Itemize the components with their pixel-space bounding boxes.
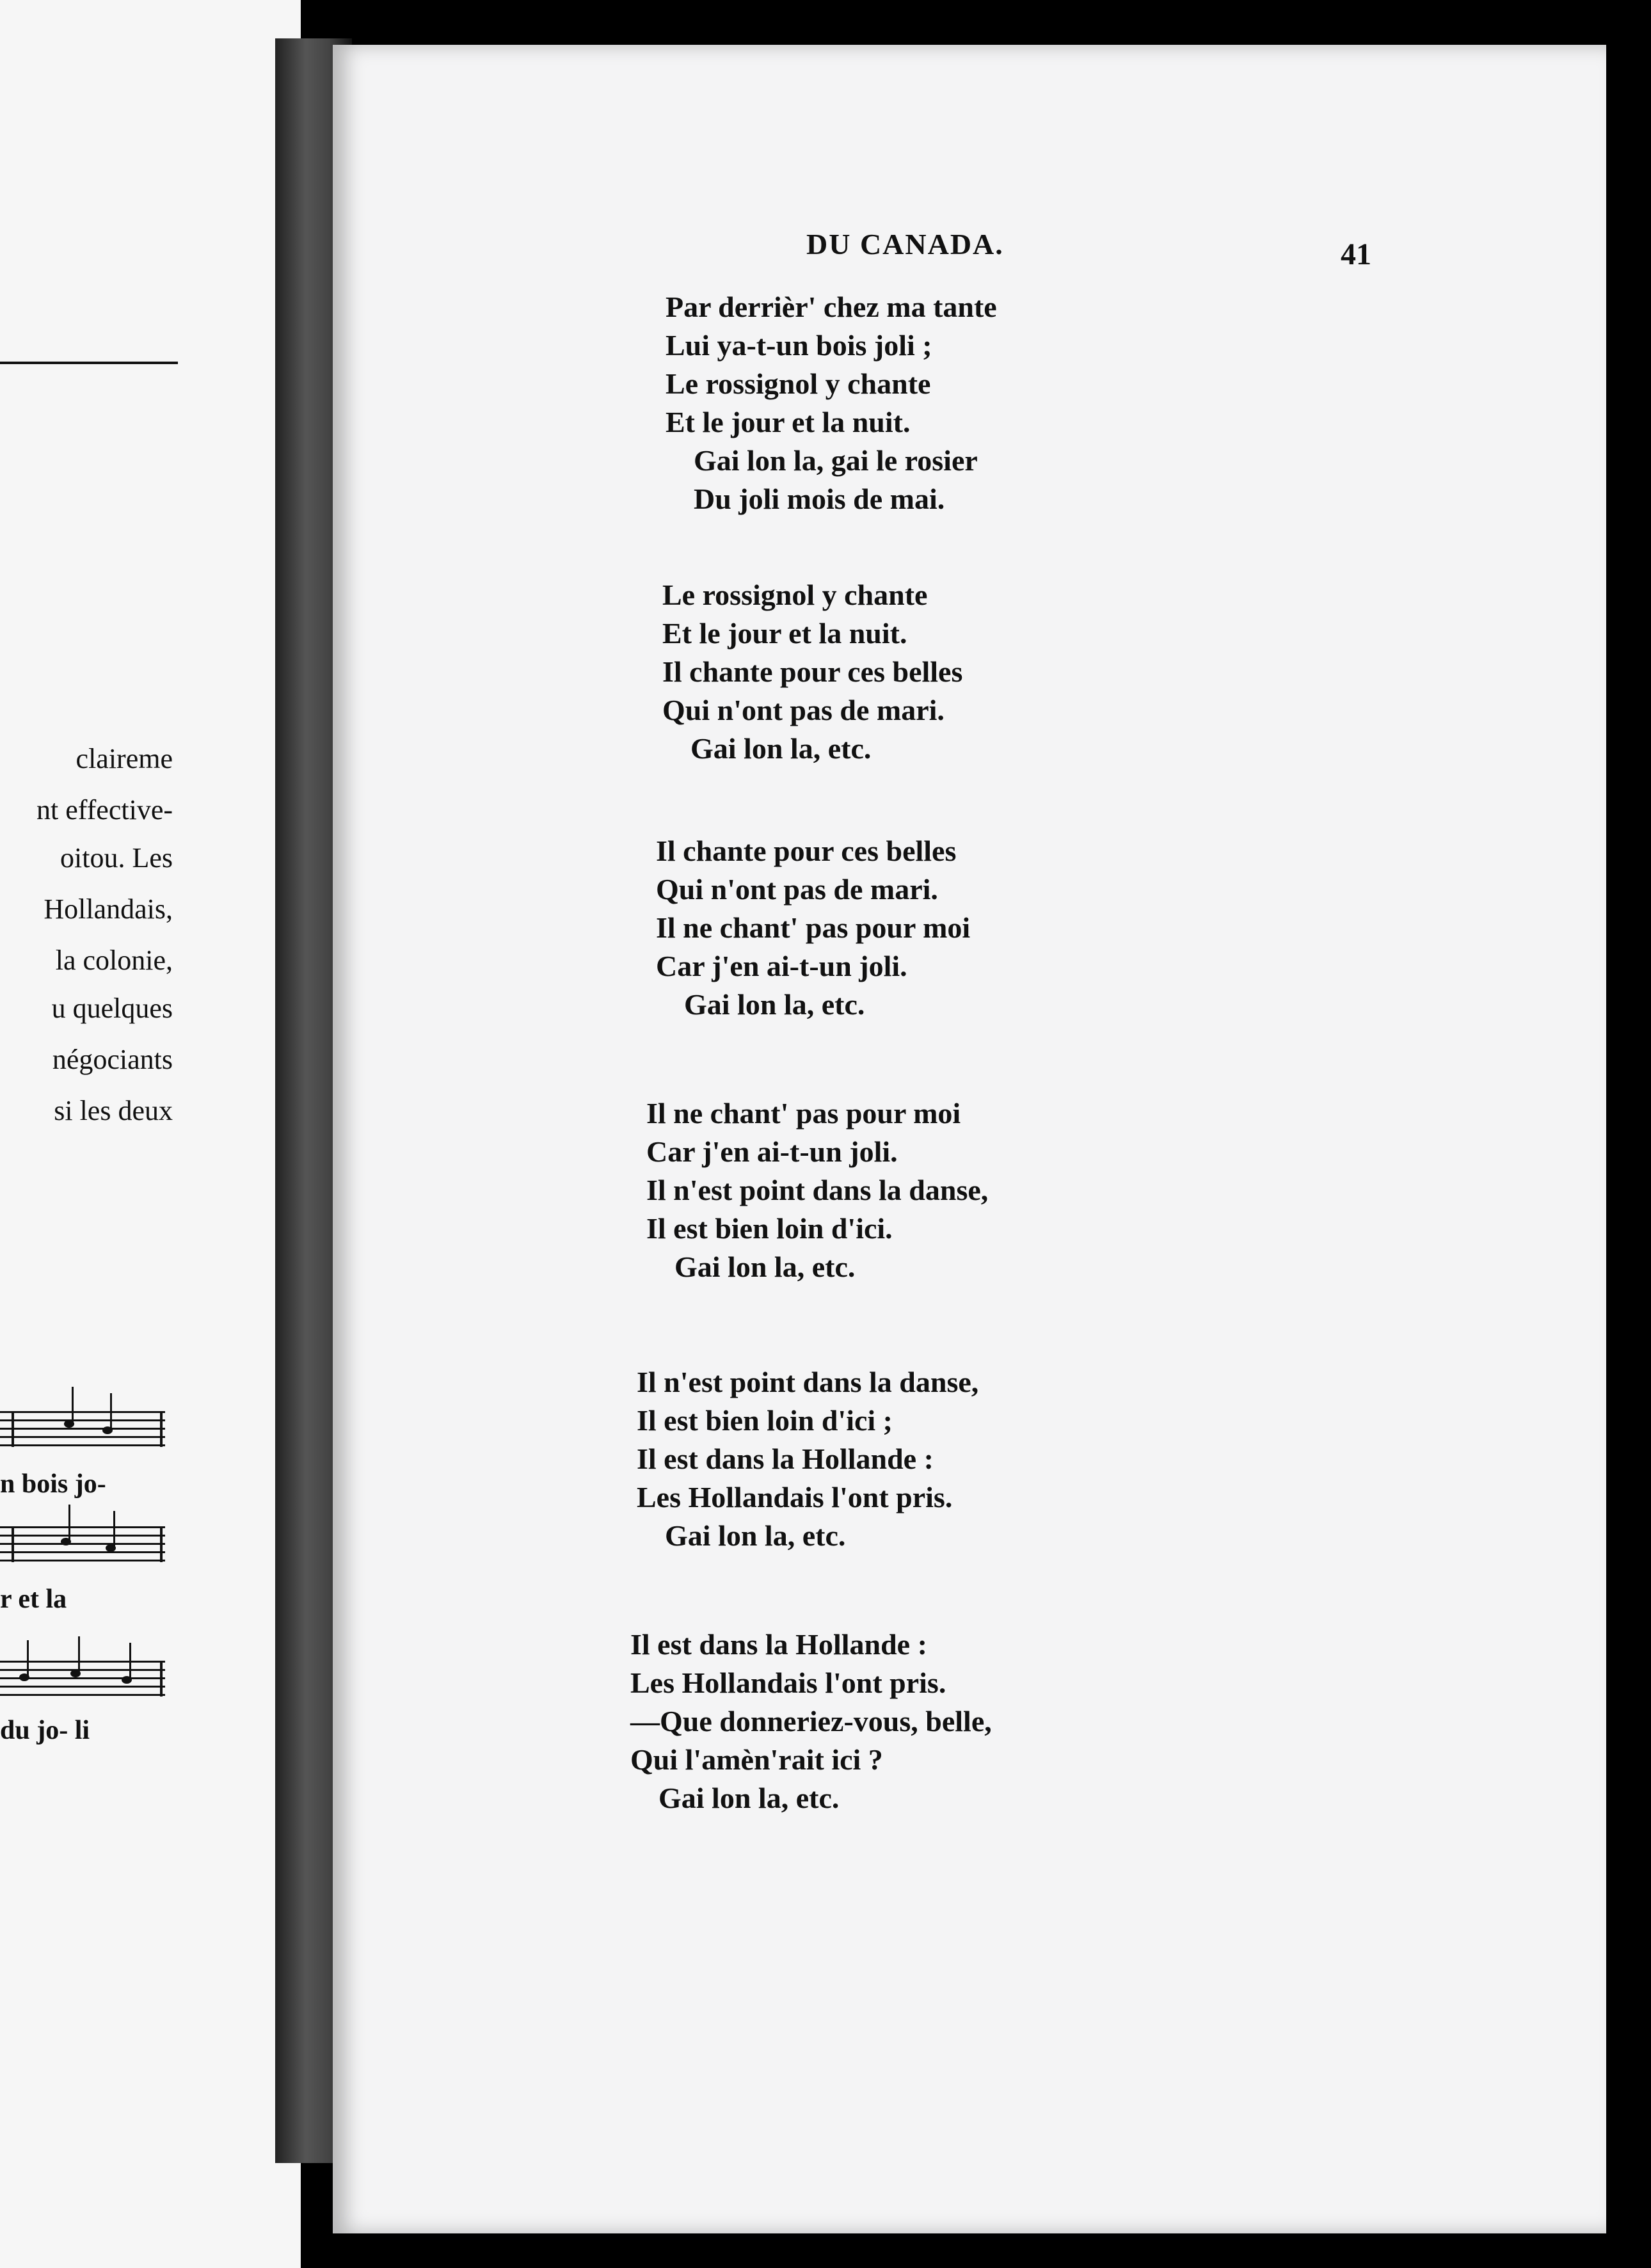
left-text-line: claireme: [76, 743, 173, 774]
refrain-line: Du joli mois de mai.: [694, 483, 945, 515]
music-lyric: r et la: [0, 1585, 67, 1614]
refrain-line: Gai lon la, etc.: [690, 732, 872, 765]
stanza-3: [656, 832, 970, 1024]
refrain-line: Gai lon la, etc.: [658, 1782, 840, 1814]
left-text-line: Hollandais,: [44, 893, 173, 925]
left-page: [0, 0, 301, 2268]
stanza-1: [666, 288, 997, 518]
page-number: 41: [1341, 237, 1371, 271]
stanza-5: [637, 1363, 978, 1555]
verse-line: Le rossignol y chante: [666, 367, 931, 400]
verse-line: Il n'est point dans la danse,: [637, 1366, 979, 1398]
refrain-line: Gai lon la, etc.: [684, 988, 865, 1021]
refrain-line: Gai lon la, etc.: [674, 1250, 856, 1283]
verse-line: Qui n'ont pas de mari.: [656, 873, 938, 906]
verse-line: Lui ya-t-un bois joli ;: [666, 329, 932, 362]
verse-line: Car j'en ai-t-un joli.: [656, 950, 907, 982]
verse-line: Il n'est point dans la danse,: [646, 1174, 989, 1206]
stanza-2: [662, 576, 962, 768]
verse-line: Il ne chant' pas pour moi: [656, 911, 971, 944]
verse-line: Par derrièr' chez ma tante: [666, 291, 997, 323]
left-text-line: la colonie,: [55, 945, 173, 976]
verse-line: Qui l'amèn'rait ici ?: [630, 1743, 883, 1776]
music-lyric: du jo- li: [0, 1716, 90, 1745]
left-page-rule: [0, 362, 178, 364]
verse-line: Qui n'ont pas de mari.: [662, 694, 945, 726]
verse-line: Le rossignol y chante: [662, 579, 928, 611]
left-text-line: oitou. Les: [60, 842, 173, 874]
verse-line: Et le jour et la nuit.: [666, 406, 911, 438]
refrain-line: Gai lon la, gai le rosier: [694, 444, 978, 477]
verse-line: Car j'en ai-t-un joli.: [646, 1135, 898, 1168]
left-text-line: u quelques: [51, 993, 173, 1024]
verse-line: Et le jour et la nuit.: [662, 617, 907, 650]
left-text-line: si les deux: [54, 1095, 173, 1126]
music-staff: [0, 1654, 165, 1698]
verse-line: —Que donneriez-vous, belle,: [630, 1705, 992, 1737]
verse-line: Les Hollandais l'ont pris.: [630, 1666, 946, 1699]
verse-line: Il chante pour ces belles: [656, 835, 957, 867]
verse-line: Il est bien loin d'ici.: [646, 1212, 893, 1245]
music-staff: [0, 1405, 165, 1448]
music-staff: [0, 1520, 165, 1563]
music-lyric: n bois jo-: [0, 1469, 106, 1499]
verse-line: Les Hollandais l'ont pris.: [637, 1481, 953, 1513]
refrain-line: Gai lon la, etc.: [665, 1519, 846, 1552]
left-text-line: nt effective-: [36, 794, 173, 826]
left-text-line: négociants: [52, 1044, 173, 1075]
right-page: [333, 45, 1606, 2233]
verse-line: Il chante pour ces belles: [662, 655, 963, 688]
stanza-6: [630, 1625, 992, 1817]
verse-line: Il ne chant' pas pour moi: [646, 1097, 961, 1130]
verse-line: Il est dans la Hollande :: [630, 1628, 927, 1661]
verse-line: Il est dans la Hollande :: [637, 1442, 934, 1475]
stanza-4: [646, 1094, 988, 1286]
running-head: DU CANADA.: [806, 228, 1004, 260]
verse-line: Il est bien loin d'ici ;: [637, 1404, 893, 1437]
